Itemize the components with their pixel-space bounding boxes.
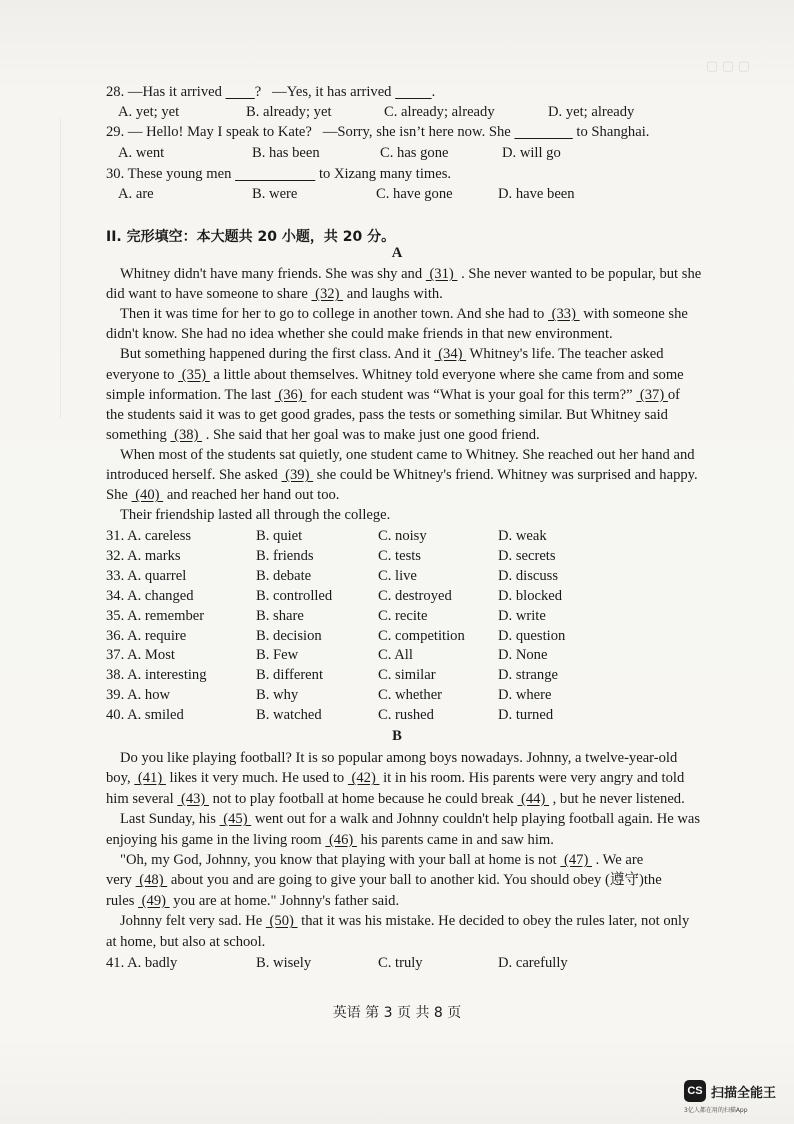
passage-line: "Oh, my God, Johnny, you know that playing with your ball at home is not (47) . We are	[120, 852, 644, 868]
option-34-d[interactable]: D. blocked	[498, 587, 563, 604]
option-39-c[interactable]: C. whether	[378, 687, 443, 704]
passage-line: Then it was time for her to go to college in another town. And she had to (33) with someone she	[120, 306, 688, 323]
blank-34: (34)	[434, 346, 467, 363]
passage-line: Last Sunday, his (45) went out for a walk and Johnny couldn't help playing football again. He was	[120, 811, 701, 828]
option-38-d[interactable]: D. strange	[498, 667, 558, 684]
q28-option-d[interactable]: D. yet; already	[548, 104, 635, 120]
option-36-b[interactable]: B. decision	[256, 627, 322, 644]
option-41-a[interactable]: 41. A. badly	[106, 955, 178, 971]
passage-line: rules (49) you are at home." Johnny's father said.	[106, 892, 400, 909]
section-2-title: II. 完形填空：本大题共 20 小题，共 20 分。	[106, 229, 396, 245]
option-41-b[interactable]: B. wisely	[256, 955, 312, 971]
option-31-b[interactable]: B. quiet	[256, 528, 303, 544]
option-33-c[interactable]: C. live	[378, 567, 417, 584]
passage-line: Whitney didn't have many friends. She was shy and (31) . She never wanted to be popular, but she	[120, 266, 702, 282]
option-39-a[interactable]: 39. A. how	[106, 687, 171, 704]
question-28-stem: 28. —Has it arrived ? —Yes, it has arrived .	[106, 84, 436, 100]
option-40-d[interactable]: D. turned	[498, 707, 554, 724]
blank-44: (44)	[517, 790, 549, 807]
passage-line: introduced herself. She asked (39) she could be Whitney's friend. Whitney was surprised and happy.	[106, 467, 698, 483]
q29-option-d[interactable]: D. will go	[502, 145, 561, 161]
blank-35: (35)	[178, 366, 210, 383]
watermark-name: 扫描全能王	[711, 1086, 777, 1101]
option-33-d[interactable]: D. discuss	[498, 567, 558, 584]
passage-b-heading: B	[392, 728, 402, 744]
question-30-stem: 30. These young men to Xizang many times.	[106, 166, 452, 182]
option-36-d[interactable]: D. question	[498, 627, 566, 644]
q30-option-b[interactable]: B. were	[252, 186, 298, 202]
option-33-b[interactable]: B. debate	[256, 567, 312, 584]
blank-49: (49)	[138, 892, 170, 909]
option-35-b[interactable]: B. share	[256, 607, 304, 624]
passage-line: Do you like playing football? It is so popular among boys nowadays. Johnny, a twelve-year-old	[120, 750, 678, 766]
option-37-c[interactable]: C. All	[378, 647, 413, 664]
option-39-d[interactable]: D. where	[498, 687, 552, 704]
blank-41: (41)	[134, 770, 166, 787]
blank-50: (50)	[265, 913, 298, 930]
option-32-c[interactable]: C. tests	[378, 547, 421, 564]
bleed-through-column	[0, 118, 61, 418]
watermark-tagline: 3亿人都在用的扫描App	[684, 1107, 748, 1114]
passage-line: didn't know. She had no idea whether she could make friends in that new environment.	[106, 326, 613, 343]
option-41-d[interactable]: D. carefully	[498, 955, 568, 971]
blank-42: (42)	[347, 770, 380, 787]
option-37-b[interactable]: B. Few	[256, 647, 299, 664]
option-38-c[interactable]: C. similar	[378, 667, 436, 684]
passage-line: enjoying his game in the living room (46) his parents came in and saw him.	[106, 831, 554, 848]
blank-48: (48)	[135, 872, 168, 889]
option-37-d[interactable]: D. None	[498, 647, 548, 664]
blank-39: (39)	[281, 467, 314, 483]
blank-37: (37)	[636, 386, 668, 403]
passage-line: Johnny felt very sad. He (50) that it was his mistake. He decided to obey the rules later, not only	[120, 913, 690, 930]
q30-option-a[interactable]: A. are	[118, 186, 154, 202]
q29-option-b[interactable]: B. has been	[252, 145, 320, 161]
option-36-c[interactable]: C. competition	[378, 627, 465, 644]
q28-option-b[interactable]: B. already; yet	[246, 104, 332, 120]
blank-33: (33)	[548, 306, 580, 323]
option-39-b[interactable]: B. why	[256, 687, 299, 704]
passage-line: Their friendship lasted all through the college.	[120, 507, 391, 524]
option-32-b[interactable]: B. friends	[256, 547, 314, 564]
passage-line: When most of the students sat quietly, one student came to Whitney. She reached out her hand and	[120, 446, 695, 463]
option-33-a[interactable]: 33. A. quarrel	[106, 567, 187, 584]
passage-line: simple information. The last (36) for each student was “What is your goal for this term?” (37) of	[106, 386, 681, 403]
q29-option-c[interactable]: C. has gone	[380, 145, 449, 161]
question-29-stem: 29. — Hello! May I speak to Kate? —Sorry, she isn’t here now. She to Shanghai.	[106, 124, 650, 140]
option-32-a[interactable]: 32. A. marks	[106, 547, 181, 564]
option-37-a[interactable]: 37. A. Most	[106, 647, 175, 664]
blank-38: (38)	[170, 426, 203, 443]
passage-line: She (40) and reached her hand out too.	[106, 487, 340, 504]
camscanner-logo-icon: CS	[684, 1080, 706, 1102]
option-35-d[interactable]: D. write	[498, 607, 546, 624]
passage-line: at home, but also at school.	[106, 933, 266, 950]
blank-43: (43)	[177, 790, 209, 807]
passage-line: him several (43) not to play football at home because he could break (44) , but he never listened.	[106, 790, 685, 807]
option-38-b[interactable]: B. different	[256, 667, 324, 684]
option-34-c[interactable]: C. destroyed	[378, 587, 452, 604]
option-34-a[interactable]: 34. A. changed	[106, 587, 194, 604]
option-35-c[interactable]: C. recite	[378, 607, 428, 624]
option-36-a[interactable]: 36. A. require	[106, 627, 187, 644]
blank-40: (40)	[131, 487, 164, 504]
blank-36: (36)	[274, 386, 307, 403]
option-31-a[interactable]: 31. A. careless	[106, 528, 192, 544]
option-31-c[interactable]: C. noisy	[378, 528, 427, 544]
blank-47: (47)	[560, 852, 592, 868]
blank-46: (46)	[325, 831, 357, 848]
passage-line: boy, (41) likes it very much. He used to (42) it in his room. His parents were very angry and told	[106, 770, 685, 787]
passage-line: something (38) . She said that her goal was to make just one good friend.	[106, 426, 540, 443]
passage-line: But something happened during the first class. And it (34) Whitney's life. The teacher asked	[120, 346, 664, 363]
scanner-watermark	[684, 1080, 784, 1116]
passage-line: did want to have someone to share (32) and laughs with.	[106, 286, 443, 303]
q30-option-d[interactable]: D. have been	[498, 186, 575, 202]
blank-31: (31)	[425, 266, 458, 282]
passage-line: everyone to (35) a little about themselves. Whitney told everyone where she came from and some	[106, 366, 684, 383]
option-38-a[interactable]: 38. A. interesting	[106, 667, 207, 684]
option-40-a[interactable]: 40. A. smiled	[106, 707, 184, 724]
blank-45: (45)	[219, 811, 252, 828]
option-40-b[interactable]: B. watched	[256, 707, 322, 724]
option-31-d[interactable]: D. weak	[498, 528, 547, 544]
q29-option-a[interactable]: A. went	[118, 145, 165, 161]
q30-option-c[interactable]: C. have gone	[376, 186, 453, 202]
option-40-c[interactable]: C. rushed	[378, 707, 434, 724]
passage-line: the students said it was to get good grades, pass the tests or something similar. But Whitney said	[106, 406, 668, 423]
passage-a-heading: A	[391, 245, 403, 261]
passage-line: very (48) about you and are going to give your ball to another kid. You should obey (遵守)the	[106, 872, 662, 889]
q28-option-a[interactable]: A. yet; yet	[118, 104, 180, 120]
q28-option-c[interactable]: C. already; already	[384, 104, 495, 120]
option-35-a[interactable]: 35. A. remember	[106, 607, 205, 624]
page-footer: 英语 第 3 页 共 8 页	[332, 1005, 462, 1021]
option-41-c[interactable]: C. truly	[378, 955, 423, 971]
option-32-d[interactable]: D. secrets	[498, 547, 556, 564]
bleed-through-mark: ▢ ▢ ▢	[706, 58, 751, 73]
blank-32: (32)	[311, 286, 344, 303]
option-34-b[interactable]: B. controlled	[256, 587, 333, 604]
